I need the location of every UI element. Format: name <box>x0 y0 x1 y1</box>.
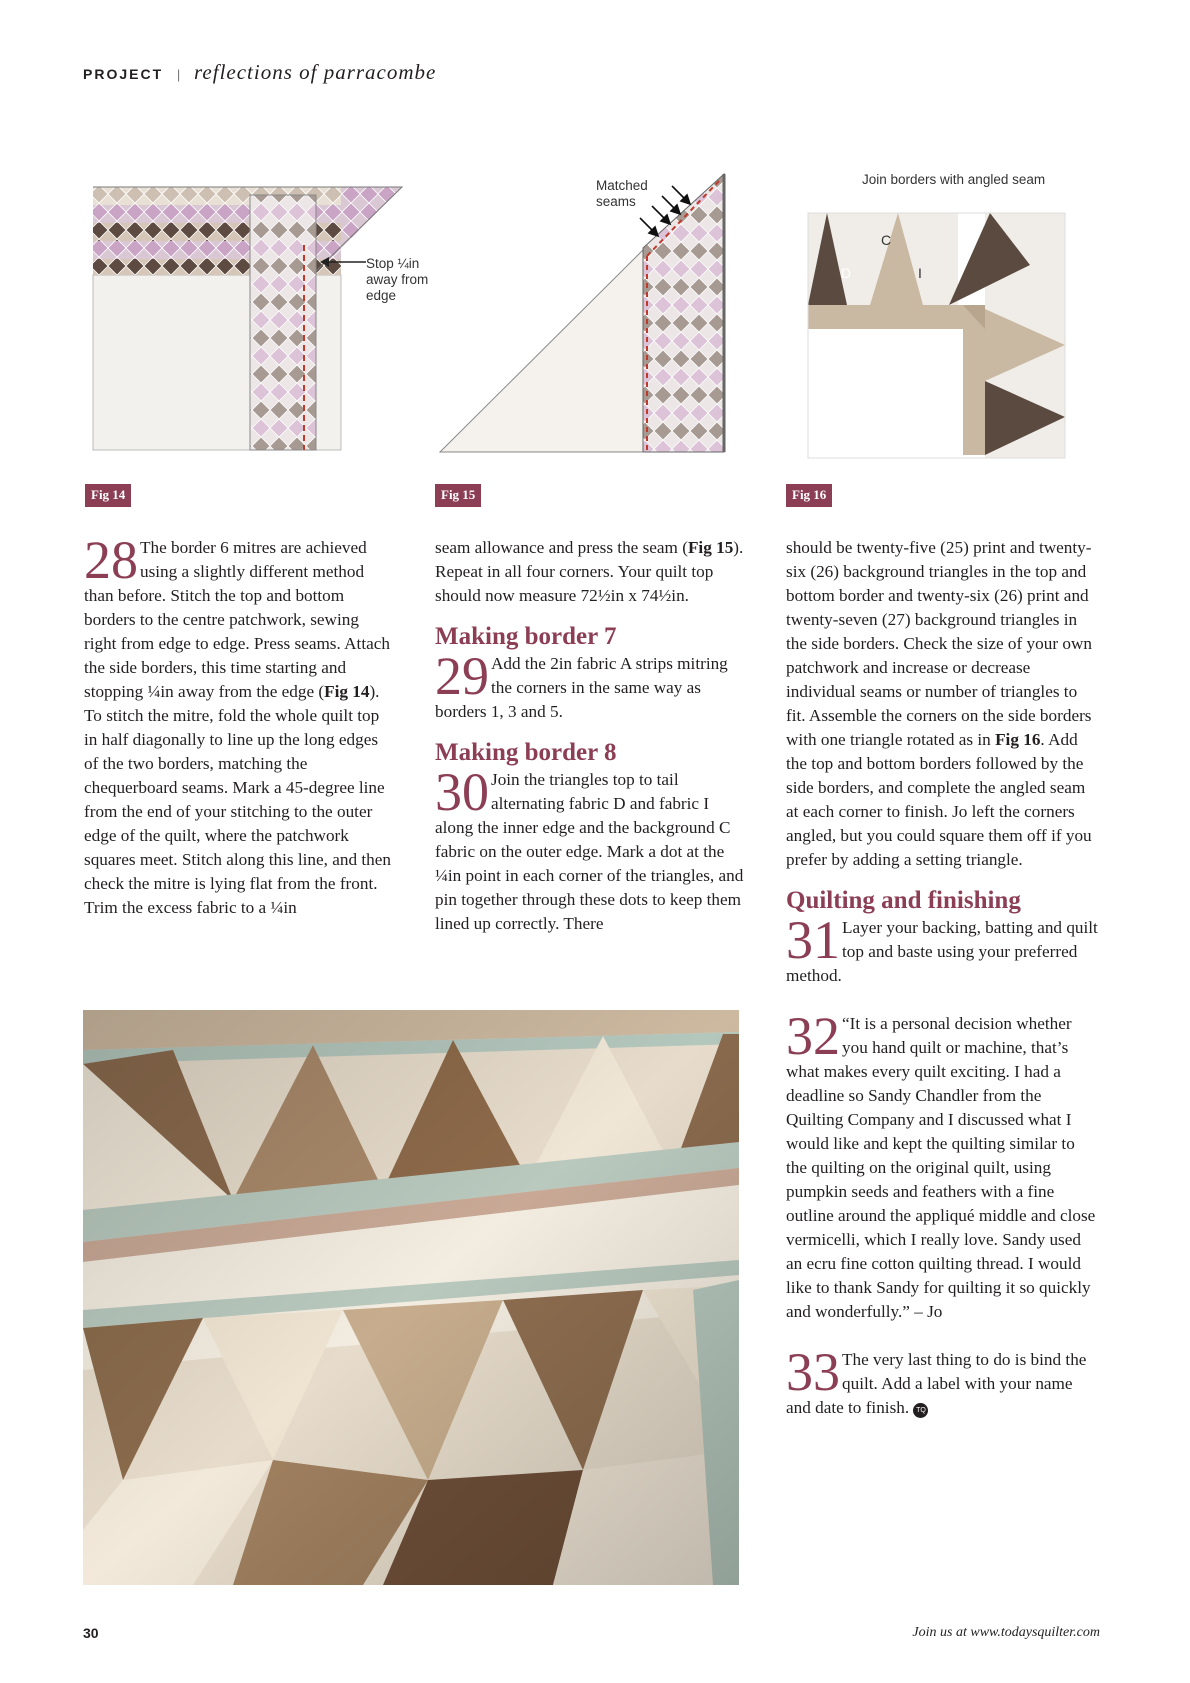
step-number: 31 <box>786 910 840 970</box>
fig15-note-line: Matched <box>596 178 648 193</box>
header-separator: | <box>176 67 181 82</box>
quilt-photo <box>83 1010 739 1585</box>
fig16-letter-d: D <box>841 265 852 281</box>
project-title: reflections of parracombe <box>194 60 437 84</box>
fig14-note-line: Stop ¼in <box>366 256 420 271</box>
fig-reference: Fig 14 <box>324 682 370 701</box>
step-29: 29 Add the 2in fabric A strips mitring the corners in the same way as borders 1, 3 and 5. <box>435 646 728 721</box>
todays-quilter-logo-icon: TQ <box>913 1403 928 1418</box>
column-3 <box>786 536 1098 1420</box>
heading-border-7: Making border 7 <box>435 623 617 650</box>
fig14-note-line: edge <box>366 288 397 303</box>
step-30: 30 Join the triangles top to tail alternating fabric D and fabric I along the inner edge and the background C fabric on the outer edge. Mark a dot at the ¼in point in each corner of the triangles, and pin together through these dots to keep them lined up correctly. There <box>435 762 744 933</box>
step-number: 30 <box>435 762 489 822</box>
step-number: 32 <box>786 1006 840 1066</box>
footer-website: Join us at www.todaysquilter.com <box>912 1625 1100 1640</box>
step-number: 33 <box>786 1342 840 1402</box>
fig14-note <box>366 256 428 304</box>
section-kicker: PROJECT <box>83 66 164 82</box>
fig15-label: Fig 15 <box>435 484 481 507</box>
fig14-label: Fig 14 <box>85 484 131 507</box>
step-28-continued: seam allowance and press the seam (Fig 15). Repeat in all four corners. Your quilt top should now measure 72½in x 74½in. <box>435 538 744 605</box>
column-1 <box>84 530 394 920</box>
page-number: 30 <box>83 1625 99 1641</box>
matched-seams-arrows-icon <box>636 184 696 244</box>
fig15-note-line: seams <box>596 194 636 209</box>
fig16-diagram <box>805 205 1075 460</box>
fig16-label: Fig 16 <box>786 484 832 507</box>
step-28: 28 The border 6 mitres are achieved using a slightly different method than before. Stitch the top and bottom borders to the centre patchwork, sewing right from edge to edge. Press seams. Attach the side borders, this time starting and stopping ¼in away from the edge (Fig 14). To stitch the mitre, fold the whole quilt top in half diagonally to line up the long edges of the two borders, matching the chequerboard seams. Mark a 45-degree line from the end of your stitching to the outer edge of the quilt, where the patchwork squares meet. Stitch along this line, and then check the mitre is lying flat from the front. Trim the excess fabric to a ¼in <box>84 530 391 917</box>
heading-border-8: Making border 8 <box>435 739 617 766</box>
fig14-diagram <box>90 185 450 455</box>
fig16-letter-i: I <box>918 265 922 281</box>
step-30-continued: should be twenty-five (25) print and twenty-six (26) background triangles in the top and bottom border and twenty-six (26) print and twenty-seven (27) background triangles in the side borders. Check the size of your own patchwork and increase or decrease individual seams or number of triangles to fit. Assemble the corners on the side borders with one triangle rotated as in Fig 16. Add the top and bottom borders followed by the side borders, and complete the angled seam at each corner to finish. Jo left the corners angled, but you could square them off if you prefer by adding a setting triangle. <box>786 538 1092 869</box>
running-header <box>83 60 436 85</box>
step-number: 29 <box>435 646 489 706</box>
step-31: 31 Layer your backing, batting and quilt top and baste using your preferred method. <box>786 910 1098 985</box>
fig16-note: Join borders with angled seam <box>862 172 1046 187</box>
fig16-letter-c: C <box>881 232 892 248</box>
fig-reference: Fig 16 <box>995 730 1041 749</box>
column-2 <box>435 536 745 936</box>
fig-reference: Fig 15 <box>687 538 734 557</box>
step-number: 28 <box>84 530 138 590</box>
step-33: 33 The very last thing to do is bind the quilt. Add a label with your name and date to finish. TQ <box>786 1342 1087 1417</box>
heading-quilting: Quilting and finishing <box>786 887 1021 914</box>
fig14-arrow-icon <box>320 254 368 270</box>
step-32: 32 “It is a personal decision whether you hand quilt or machine, that’s what makes every quilt exciting. I had a deadline so Sandy Chandler from the Quilting Company and I discussed what I would like and kept the quilting similar to the quilting on the original quilt, using pumpkin seeds and feathers with a fine outline around the appliqué middle and close vermicelli, which I really love. Sandy used an ecru fine cotton quilting thread. I would like to thank Sandy for quilting it so quickly and wonderfully.” – Jo <box>786 1006 1096 1321</box>
fig14-note-line: away from <box>366 272 429 287</box>
